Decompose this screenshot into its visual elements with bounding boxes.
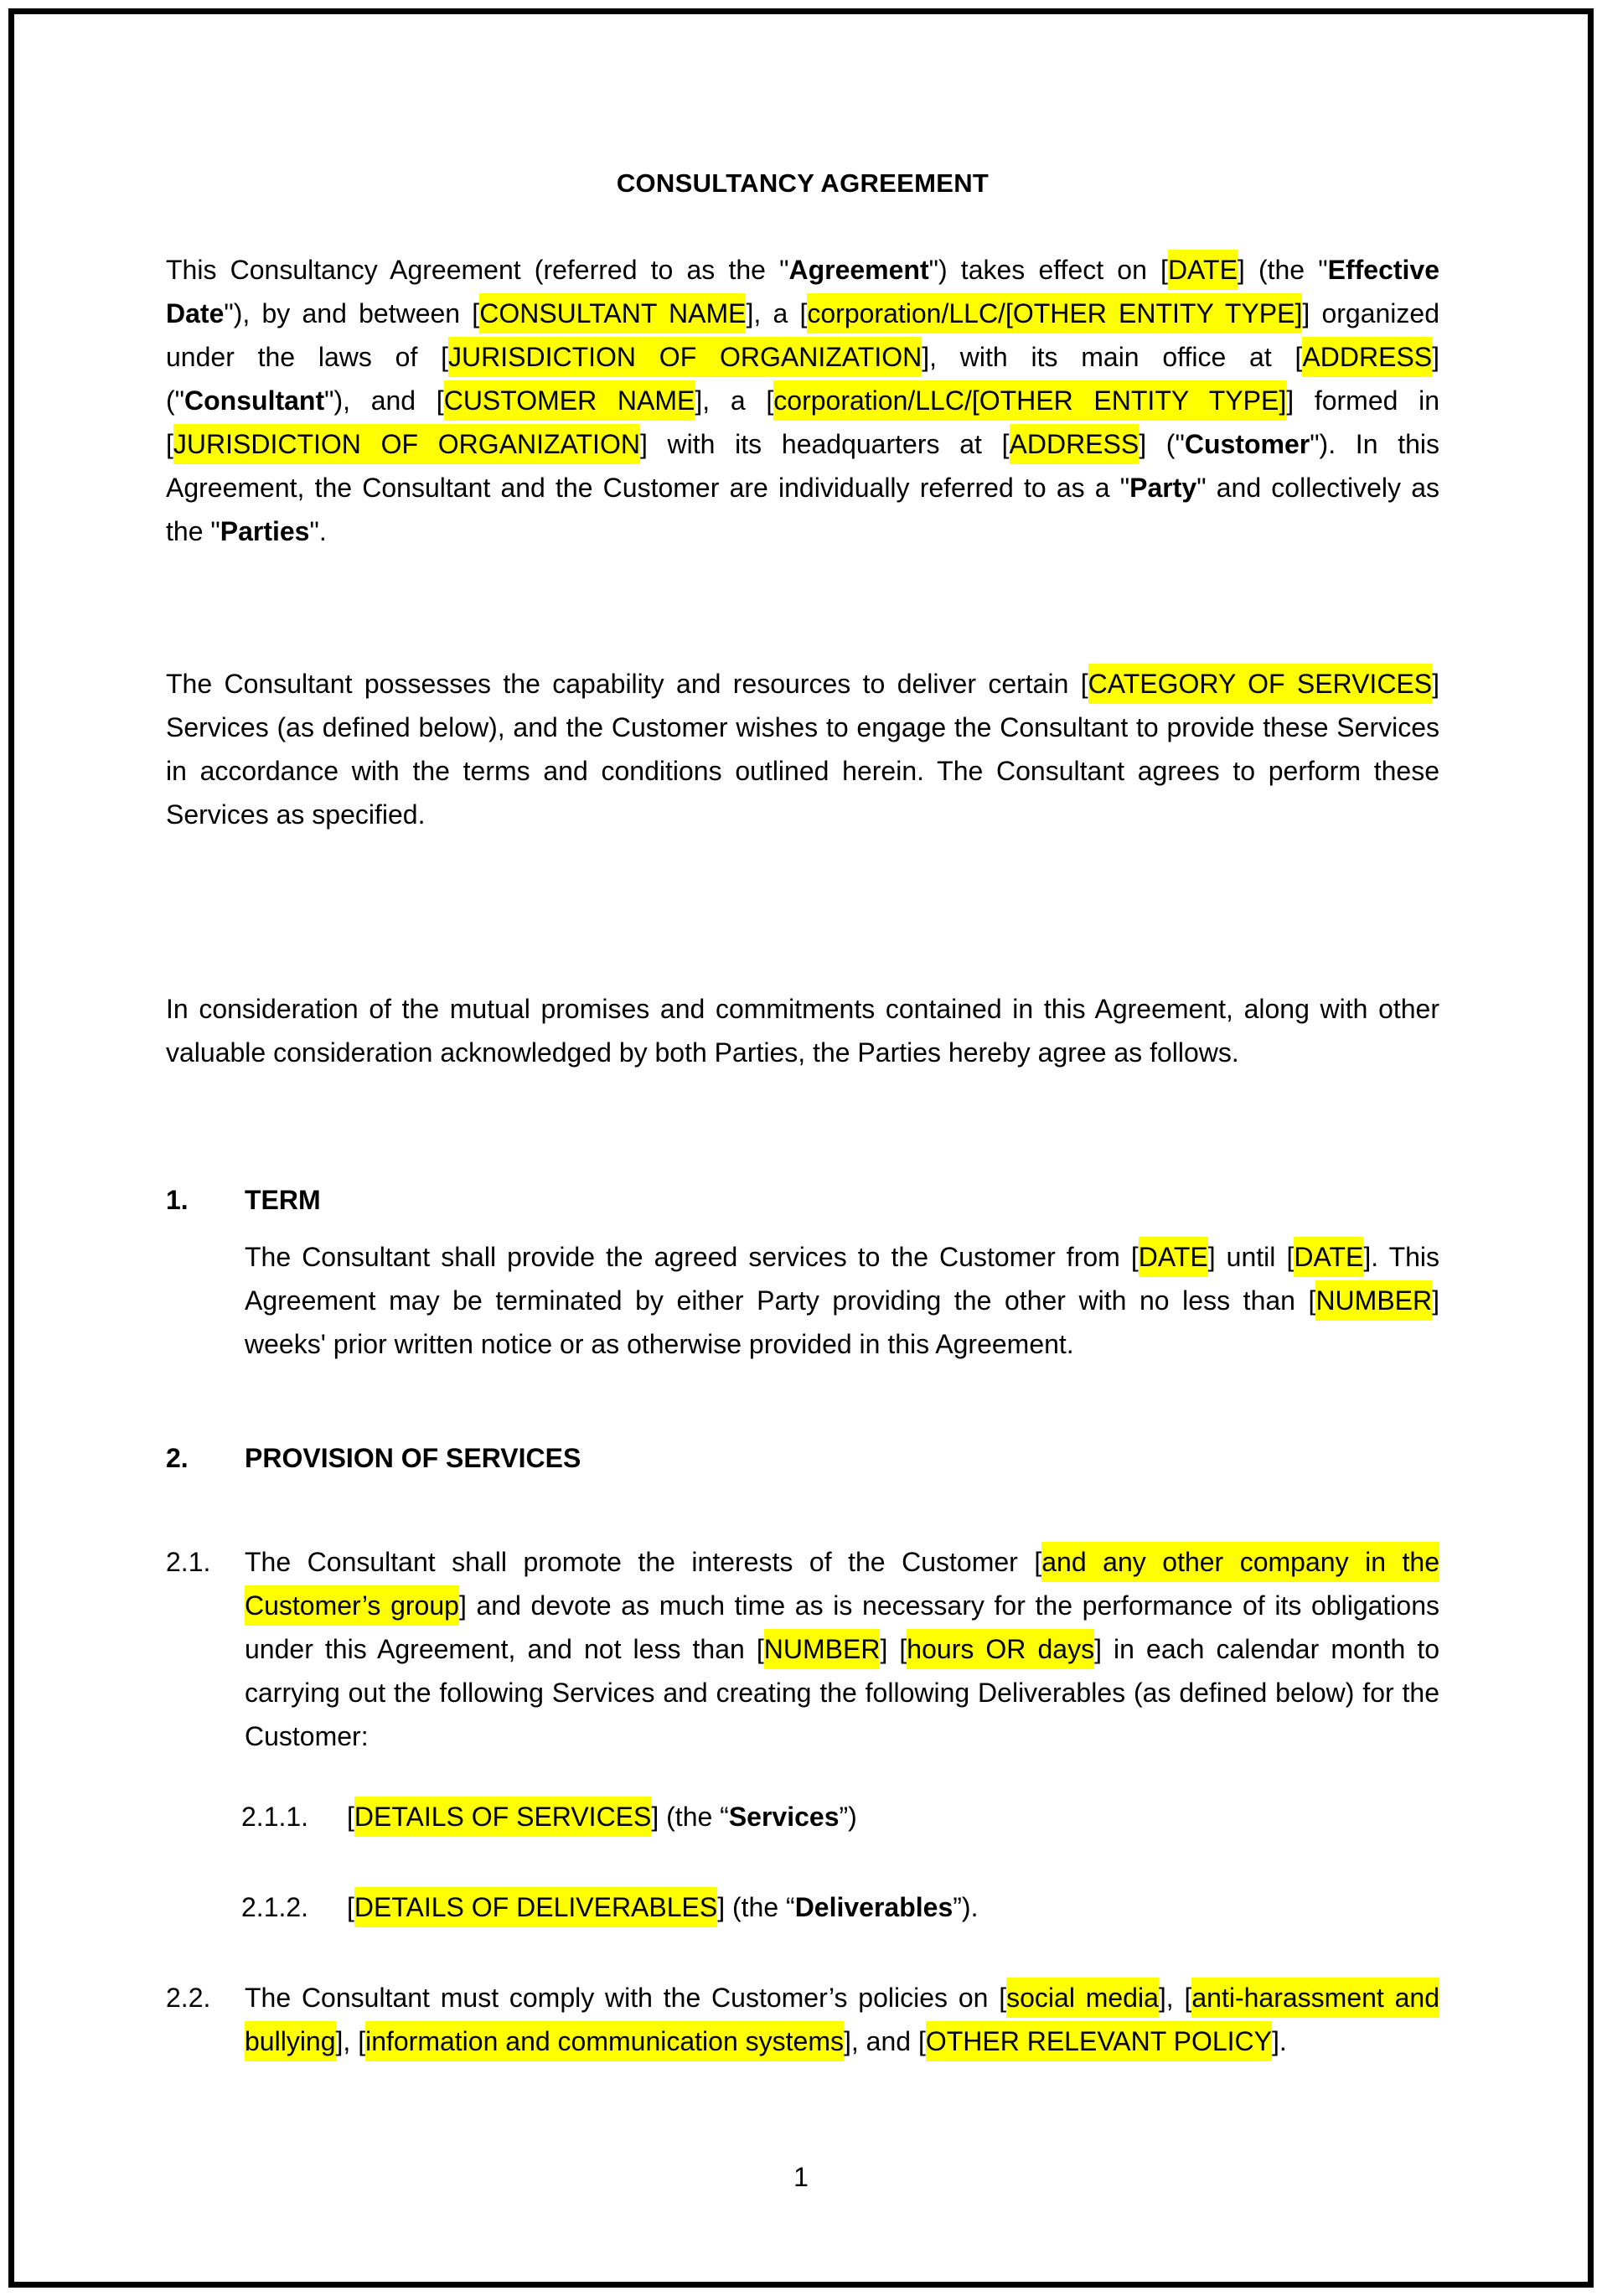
highlighted-placeholder: JURISDICTION OF ORGANIZATION [448, 337, 922, 377]
bold-text-run: Party [1129, 473, 1197, 503]
bold-text-run: Consultant [184, 385, 325, 416]
highlighted-placeholder: DETAILS OF DELIVERABLES [354, 1887, 717, 1927]
highlighted-placeholder: anti-harassment and bullying [245, 1978, 1439, 2061]
text-run: [ [347, 1892, 354, 1922]
text-run: ] organized under the laws of [ [166, 298, 1440, 372]
text-run: This Consultancy Agreement (referred to as the " [166, 255, 789, 285]
text-run: [ [347, 1802, 354, 1832]
clause-2-1-number: 2.1. [166, 1547, 211, 1577]
intro-paragraph [166, 248, 1439, 553]
text-run: The Consultant shall provide the agreed services to the Customer from [ [245, 1242, 1139, 1272]
term-paragraph [245, 1235, 1439, 1366]
text-run: ] (" [1139, 429, 1185, 459]
bold-text-run: Agreement [788, 255, 929, 285]
clause-2-1-1-number: 2.1.1. [241, 1802, 309, 1832]
bold-text-run: Deliverables [794, 1892, 953, 1922]
section-2-heading [166, 1436, 1439, 1480]
clause-2-1-1-row [166, 1795, 1439, 1838]
text-run: " and collectively as the " [166, 473, 1440, 546]
text-run: ], [ [335, 2026, 366, 2056]
text-run: ". [309, 516, 327, 546]
highlighted-placeholder: DATE [1168, 250, 1238, 290]
section-1-number: 1. [166, 1185, 189, 1215]
document-title: CONSULTANCY AGREEMENT [616, 168, 990, 198]
highlighted-placeholder: and any other company in the Customer’s group [245, 1542, 1439, 1626]
highlighted-placeholder: CUSTOMER NAME [444, 380, 695, 421]
highlighted-placeholder: social media [1006, 1978, 1159, 2018]
text-run: ], and [ [843, 2026, 926, 2056]
text-run: ], a [ [695, 385, 774, 416]
highlighted-placeholder: corporation/LLC/[OTHER ENTITY TYPE] [807, 293, 1302, 334]
highlighted-placeholder: CONSULTANT NAME [479, 293, 746, 334]
text-run: The Consultant shall promote the interests of the Customer [ [245, 1547, 1042, 1577]
text-run: ]. [1271, 2026, 1287, 2056]
text-run: ] weeks' prior written notice or as otherwise provided in this Agreement. [245, 1285, 1439, 1359]
bold-text-run: Parties [220, 516, 310, 546]
clause-2-2-number: 2.2. [166, 1983, 211, 2013]
text-run: ], with its main office at [ [922, 342, 1303, 372]
text-run: ] (the “ [651, 1802, 729, 1832]
page-number: 1 [793, 2162, 809, 2192]
highlighted-placeholder: NUMBER [1315, 1280, 1432, 1321]
highlighted-placeholder: corporation/LLC/[OTHER ENTITY TYPE] [773, 380, 1286, 421]
text-run: ") takes effect on [ [928, 255, 1168, 285]
bold-text-run: Customer [1184, 429, 1310, 459]
highlighted-placeholder: information and communication systems [365, 2021, 844, 2061]
clause-2-1-2-number: 2.1.2. [241, 1892, 309, 1922]
highlighted-placeholder: DETAILS OF SERVICES [354, 1797, 651, 1837]
text-run: ] formed in [ [166, 385, 1440, 459]
text-run: "). In this Agreement, the Consultant and the Customer are individually referred to as a " [166, 429, 1440, 503]
document-content [166, 0, 1439, 2063]
bold-text-run: Services [728, 1802, 840, 1832]
text-run: ] [ [880, 1634, 907, 1664]
text-run: ”) [839, 1802, 857, 1832]
highlighted-placeholder: ADDRESS [1302, 337, 1432, 377]
text-run: ] and devote as much time as is necessary for the performance of its obligations under this Agreement, and not less than [ [245, 1590, 1440, 1664]
clause-2-1-1-text [347, 1795, 1439, 1838]
text-run: ] Services (as defined below), and the Customer wishes to engage the Consultant to provide these Services in accordance with the terms and conditions outlined herein. The Consultant agrees to perform these Services as specified. [166, 669, 1440, 830]
text-run: The Consultant possesses the capability and resources to deliver certain [ [166, 669, 1088, 699]
text-run: ] (the " [1237, 255, 1328, 285]
clause-2-2-row [166, 1976, 1439, 2063]
text-run: ] in each calendar month to carrying out the following Services and creating the following Deliverables (as defined below) for the Customer: [245, 1634, 1440, 1751]
highlighted-placeholder: CATEGORY OF SERVICES [1088, 664, 1432, 704]
bold-text-run: Effective Date [166, 255, 1440, 328]
clause-2-1-row [166, 1540, 1439, 1758]
text-run: "), by and between [ [224, 298, 480, 328]
consideration-paragraph [166, 987, 1439, 1074]
clause-2-1-text [245, 1540, 1439, 1758]
highlighted-placeholder: hours OR days [907, 1629, 1094, 1669]
text-run: ], [ [1158, 1983, 1192, 2013]
section-1-heading [166, 1178, 1439, 1222]
text-run: ] with its headquarters at [ [639, 429, 1010, 459]
text-run: "), and [ [324, 385, 444, 416]
section-2-title: PROVISION OF SERVICES [245, 1443, 581, 1473]
text-run: ”). [953, 1892, 979, 1922]
clause-2-1-2-text [347, 1885, 1439, 1929]
highlighted-placeholder: JURISDICTION OF ORGANIZATION [173, 424, 640, 464]
text-run: In consideration of the mutual promises and commitments contained in this Agreement, along with other valuable consideration acknowledged by both Parties, the Parties hereby agree as follows. [166, 994, 1439, 1068]
section-2-number: 2. [166, 1443, 189, 1473]
text-run: ], a [ [746, 298, 808, 328]
highlighted-placeholder: NUMBER [764, 1629, 881, 1669]
text-run: ] (" [166, 342, 1440, 416]
highlighted-placeholder: OTHER RELEVANT POLICY [926, 2021, 1272, 2061]
text-run: ]. This Agreement may be terminated by either Party providing the other with no less than [ [245, 1242, 1440, 1316]
clause-2-2-text [245, 1976, 1439, 2063]
highlighted-placeholder: ADDRESS [1010, 424, 1139, 464]
text-run: ] (the “ [717, 1892, 795, 1922]
text-run: The Consultant must comply with the Customer’s policies on [ [245, 1983, 1007, 2013]
section-1-title: TERM [245, 1185, 321, 1215]
clause-2-1-2-row [166, 1885, 1439, 1929]
highlighted-placeholder: DATE [1294, 1237, 1363, 1277]
capability-paragraph [166, 662, 1439, 836]
text-run: ] until [ [1207, 1242, 1295, 1272]
highlighted-placeholder: DATE [1139, 1237, 1208, 1277]
